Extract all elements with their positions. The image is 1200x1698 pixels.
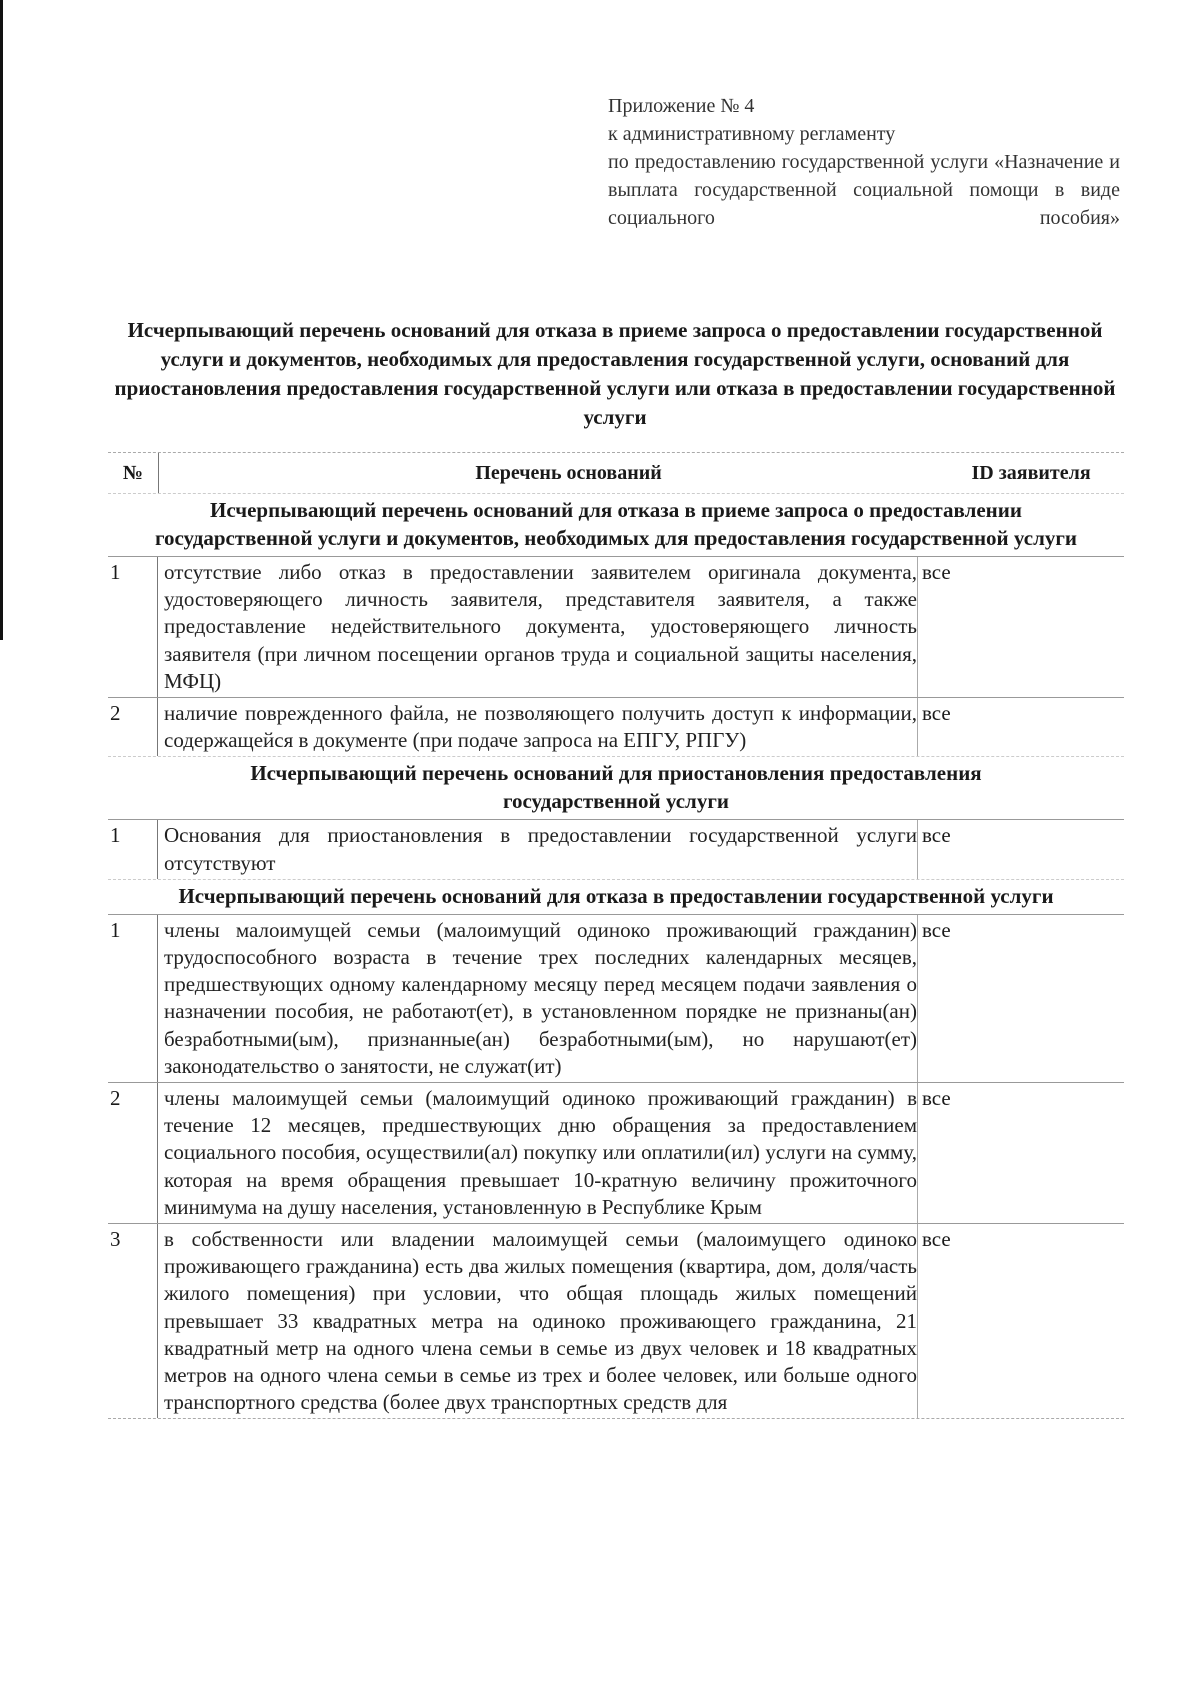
table-bottom-border [108,1418,1124,1419]
grounds-table [108,452,1124,1419]
appendix-block [608,92,1120,232]
table-row [108,1223,1124,1418]
row-text: члены малоимущей семьи (малоимущий одиноко проживающий гражданин) трудоспособного возраста в течение трех последних календарных месяцев, предшествующих одному календарному месяцу перед месяцем подачи заявления о назначении пособия, не работают(ет), в установленном порядке не признаны(ан) безработными(ым), признанные(ан) безработными(ым), но нарушают(ет) законодательство о занятости, не служат(ит) [158,915,918,1082]
document-title: Исчерпывающий перечень оснований для отказа в приеме запроса о предоставлении государственной услуги и документов, необходимых для предоставления государственной услуги, оснований для приостановления предоставления государственной услуги или отказа в предоставлении государственной услуги [114,318,1116,429]
row-number: 2 [108,698,158,756]
table-row [108,1082,1124,1223]
row-text: Основания для приостановления в предоставлении государственной услуги отсутствуют [158,820,918,878]
row-number: 3 [108,1224,158,1418]
header-number: № [108,453,159,493]
appendix-number: Приложение № 4 [608,95,755,117]
section-title-text: Исчерпывающий перечень оснований для отказа в предоставлении государственной услуги [178,883,1054,908]
row-number: 1 [108,820,158,878]
row-text: наличие поврежденного файла, не позволяющего получить доступ к информации, содержащейся в документе (при подаче запроса на ЕПГУ, РПГУ) [158,698,918,756]
row-text: в собственности или владении малоимущей семьи (малоимущего одиноко проживающего гражданина) есть два жилых помещения (квартира, дом, доля/часть жилого помещения) при условии, что общая площадь жилых помещений превышает 33 квадратных метра на одиноко проживающего гражданина, 21 квадратный метр на одного члена семьи в семье из двух человек и 18 квадратных метров на одного члена семьи в семье из трех и более человек, или больше одного транспортного средства (более двух транспортных средств для [158,1224,918,1418]
table-row [108,556,1124,697]
row-applicant-id: все [922,823,951,848]
table-header [108,452,1124,493]
section-title [108,879,1124,914]
header-grounds: Перечень оснований [475,461,662,484]
section-title-text: Исчерпывающий перечень оснований для отказа в приеме запроса о предоставлении государственной услуги и документов, необходимых для предоставления государственной услуги [154,498,1077,550]
appendix-service-name: по предоставлению государственной услуги «Назначение и выплата государственной социальной помощи в виде социального пособия» [608,151,1120,229]
appendix-regulation: к административному регламенту [608,123,896,145]
row-applicant-id: все [922,701,951,726]
table-row [108,819,1124,878]
section-title-text: Исчерпывающий перечень оснований для приостановления предоставления государственной услуги [250,761,982,814]
row-text: отсутствие либо отказ в предоставлении заявителем оригинала документа, удостоверяющего личность заявителя, представителя заявителя, а также предоставление недействительного документа, удостоверяющего личность заявителя (при личном посещении органов труда и социальной защиты населения, МФЦ) [158,557,918,697]
row-applicant-id: все [922,560,951,584]
scan-edge [0,0,3,640]
row-text: члены малоимущей семьи (малоимущий одиноко проживающий гражданин) в течение 12 месяцев, предшествующих дню обращения за предоставлением социального пособия, осуществили(ал) покупку или оплатили(ил) услуги на сумму, которая на время обращения превышает 10-кратную величину прожиточного минимума на душу населения, установленную в Республике Крым [158,1083,918,1223]
row-applicant-id: все [922,917,951,942]
row-number: 2 [108,1083,158,1223]
header-applicant-id: ID заявителя [971,461,1091,484]
row-applicant-id: все [922,1227,951,1252]
row-number: 1 [108,915,158,1082]
section-title [108,493,1124,556]
table-row [108,914,1124,1082]
section-title [108,756,1124,819]
table-row [108,697,1124,756]
row-number: 1 [108,557,158,697]
row-applicant-id: все [922,1086,951,1111]
